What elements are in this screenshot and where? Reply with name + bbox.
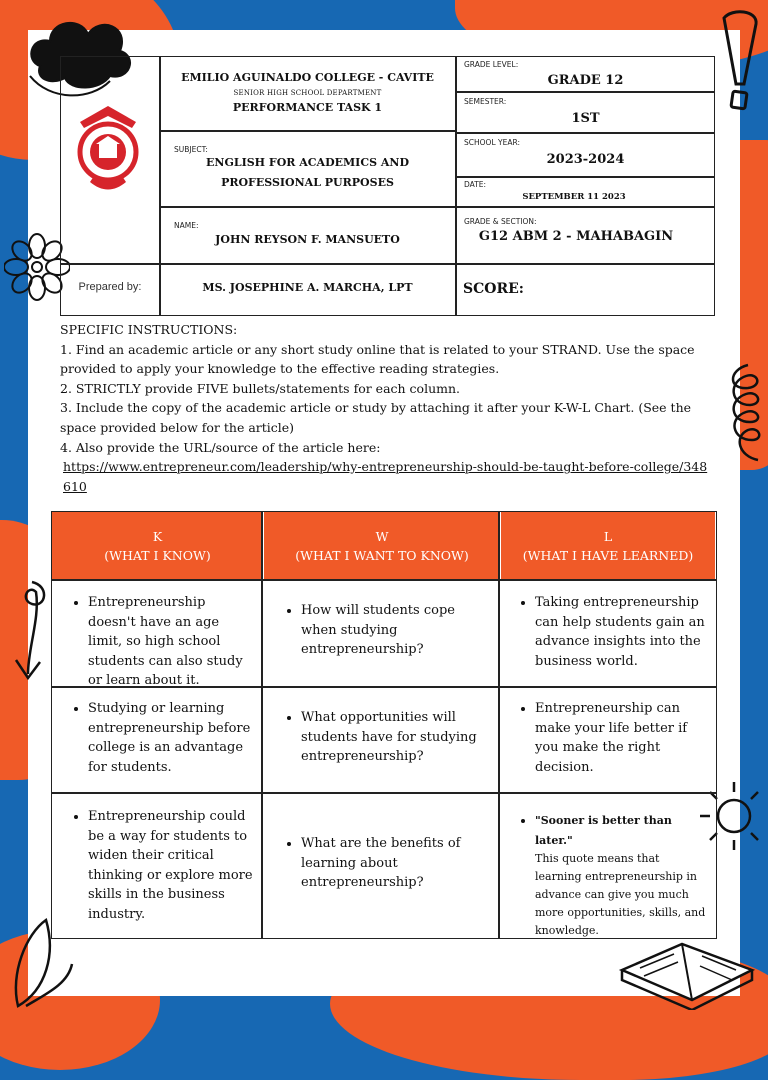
teacher-name: MS. JOSEPHINE A. MARCHA, LPT (202, 281, 413, 294)
list-item: • Taking entrepreneurship can help students gain an advance insights into the business world. (535, 593, 709, 671)
grade-level-value: GRADE 12 (547, 73, 624, 88)
divider (455, 176, 715, 178)
column-title: (WHAT I KNOW) (104, 548, 211, 563)
table-cell-w (279, 708, 489, 767)
table-cell-k (66, 699, 254, 777)
divider (159, 130, 455, 132)
book-doodle-icon (612, 930, 762, 1010)
column-letter: W (375, 529, 389, 544)
column-letter: L (603, 529, 613, 544)
instructions (60, 320, 710, 496)
table-cell-l (513, 811, 709, 940)
column-header-l (501, 512, 715, 580)
school-year-value: 2023-2024 (546, 152, 625, 167)
divider (51, 792, 717, 794)
divider (60, 263, 715, 265)
subject-label: SUBJECT: (174, 145, 208, 154)
column-header-k (52, 512, 263, 580)
date-value: SEPTEMBER 11 2023 (522, 192, 626, 202)
score-label: SCORE: (463, 281, 524, 297)
school-seal-logo (72, 102, 144, 190)
instruction-item: 3. Include the copy of the academic article or study by attaching it after your K-W-L Chart. (See the space provided below for the article) (60, 400, 692, 435)
divider (51, 579, 717, 581)
quote-explanation: This quote means that learning entrepreneurship in advance can give you much more opportunities, skills, and knowledge. (535, 852, 706, 937)
exclamation-doodle-icon (710, 6, 768, 116)
divider (455, 132, 715, 134)
column-header-w (264, 512, 500, 580)
subject-line-2: PROFESSIONAL PURPOSES (221, 176, 394, 189)
list-item: • Entrepreneurship doesn't have an age limit, so high school students can also study or learn about it. (88, 593, 254, 691)
task-title: PERFORMANCE TASK 1 (232, 101, 383, 114)
name-label: NAME: (174, 221, 199, 230)
list-item: • What opportunities will students have for studying entrepreneurship? (301, 708, 489, 767)
section-value: G12 ABM 2 - MAHABAGIN (478, 229, 674, 244)
table-cell-k (66, 807, 254, 924)
list-item: • Studying or learning entrepreneurship before college is an advantage for students. (88, 699, 254, 777)
divider (159, 206, 715, 208)
table-cell-w (279, 601, 489, 660)
school-year-label: SCHOOL YEAR: (464, 138, 520, 147)
table-cell-l (513, 699, 703, 777)
spiral-doodle-icon (718, 360, 768, 470)
instruction-item: 4. Also provide the URL/source of the article here: (60, 439, 381, 455)
grade-level-label: GRADE LEVEL: (464, 60, 519, 69)
section-label: GRADE & SECTION: (464, 217, 537, 226)
school-name: EMILIO AGUINALDO COLLEGE - CAVITE (181, 71, 434, 84)
list-item: • How will students cope when studying entrepreneurship? (301, 601, 489, 660)
list-item: • What are the benefits of learning about entrepreneurship? (301, 834, 489, 893)
divider (261, 511, 263, 939)
semester-value: 1ST (571, 111, 600, 126)
department-name: SENIOR HIGH SCHOOL DEPARTMENT (233, 89, 382, 97)
list-item: • Entrepreneurship could be a way for students to widen their critical thinking or explore more skills in the business industry. (88, 807, 254, 924)
list-item: • Entrepreneurship can make your life better if you make the right decision. (535, 699, 703, 777)
instructions-heading: SPECIFIC INSTRUCTIONS: (60, 322, 238, 337)
semester-label: SEMESTER: (464, 97, 507, 106)
article-url-link[interactable]: https://www.entrepreneur.com/leadership/why-entrepreneurship-should-be-taught-before-college/348610 (63, 459, 708, 494)
column-title: (WHAT I HAVE LEARNED) (522, 548, 694, 563)
column-title: (WHAT I WANT TO KNOW) (295, 548, 469, 563)
quote-text: "Sooner is better than later." (535, 814, 672, 847)
column-letter: K (152, 529, 163, 544)
divider (455, 56, 457, 316)
date-label: DATE: (464, 180, 487, 189)
divider (498, 511, 500, 939)
student-name: JOHN REYSON F. MANSUETO (215, 233, 400, 246)
table-cell-k (66, 593, 254, 691)
arrow-doodle-icon (6, 578, 56, 688)
divider (455, 91, 715, 93)
table-cell-l (513, 593, 709, 671)
prepared-by-label: Prepared by: (78, 281, 142, 293)
table-cell-w (279, 834, 489, 893)
instruction-item: 1. Find an academic article or any short study online that is related to your STRAND. Use the space provided to apply your knowledge to the effective reading strategies. (60, 341, 695, 377)
subject-line-1: ENGLISH FOR ACADEMICS AND (206, 156, 409, 169)
instruction-item: 2. STRICTLY provide FIVE bullets/statements for each column. (60, 380, 460, 396)
